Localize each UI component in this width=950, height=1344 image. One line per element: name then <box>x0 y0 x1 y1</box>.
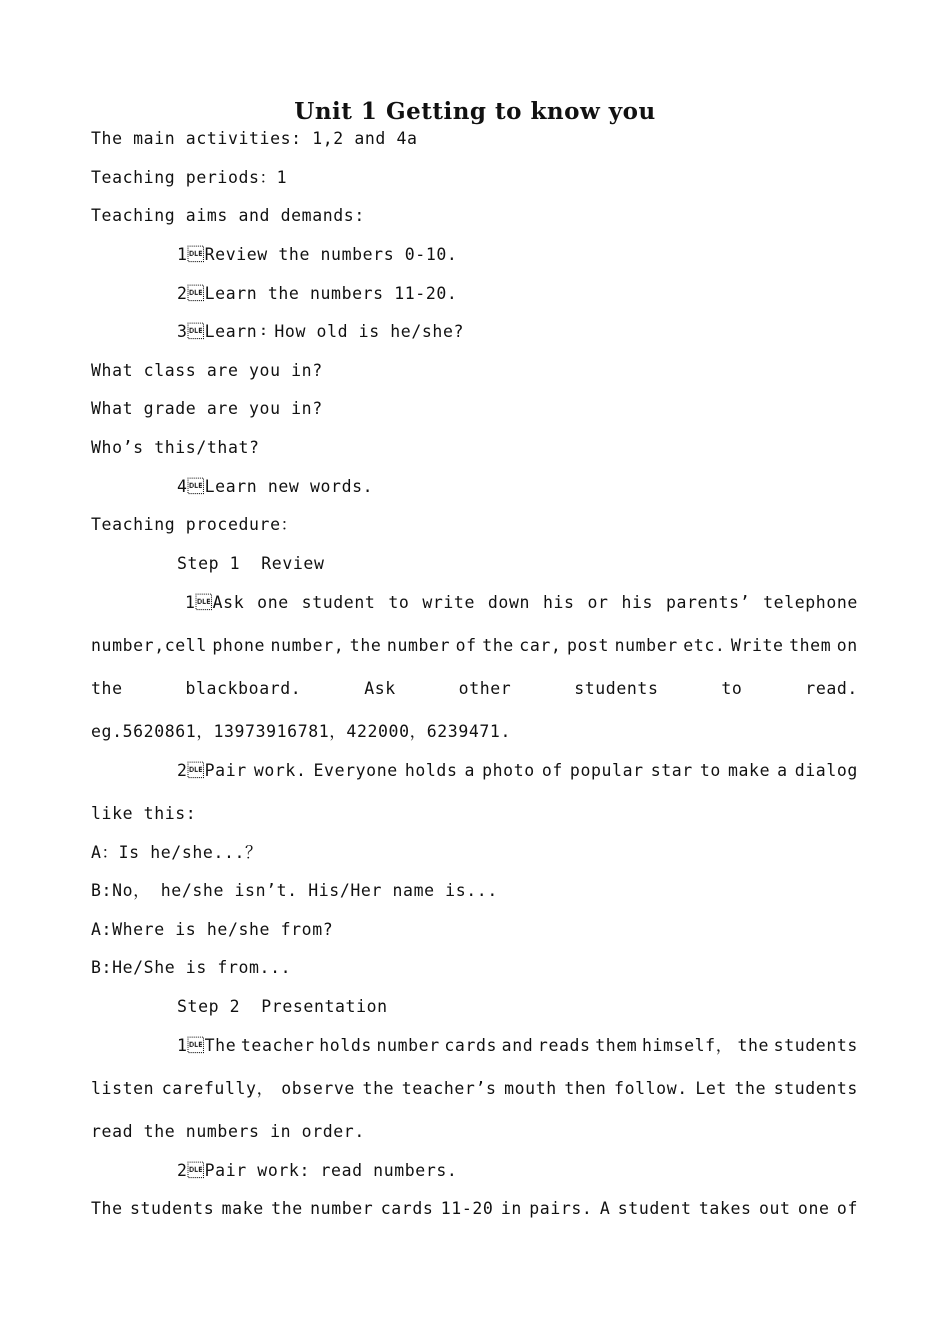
word: car, <box>519 636 562 655</box>
word: read. <box>805 679 858 698</box>
word: teacher <box>240 1036 315 1055</box>
word: them <box>595 1036 638 1055</box>
word: students <box>574 679 659 698</box>
step-2-heading: Step 2 Presentation <box>177 997 388 1016</box>
word: 1Ask <box>185 593 245 612</box>
word: 1The <box>177 1036 237 1055</box>
word: a <box>464 761 476 780</box>
word: mouth <box>504 1079 557 1098</box>
word: telephone <box>763 593 858 612</box>
word: Ask <box>364 679 396 698</box>
step-1-paragraph-2-line-2: like this: <box>91 804 197 823</box>
step-2-paragraph-1-line-2 <box>91 1078 858 1100</box>
teaching-periods-line: Teaching periods：1 <box>91 168 288 187</box>
aims-heading: Teaching aims and demands: <box>91 206 365 225</box>
word: observe <box>281 1079 355 1098</box>
aim-item-2: 2Learn the numbers 11-20. <box>177 284 458 303</box>
word: and <box>501 1036 534 1055</box>
word: 11-20 <box>440 1199 494 1218</box>
word: work. <box>253 761 307 780</box>
step-1-heading: Step 1 Review <box>177 554 325 573</box>
step-2-paragraph-1-line-3: read the numbers in order. <box>91 1122 365 1141</box>
word: his <box>621 593 654 612</box>
dialog-line-2: B:No， he/she isn’t. His/Her name is... <box>91 881 498 900</box>
word: one <box>797 1199 830 1218</box>
word: 2Pair <box>177 761 247 780</box>
word: write <box>422 593 475 612</box>
word: the <box>349 636 382 655</box>
word: number <box>386 636 451 655</box>
word: Let <box>695 1079 727 1098</box>
step-1-paragraph-2-line-1 <box>177 760 858 782</box>
word: down <box>487 593 531 612</box>
word: star <box>650 761 693 780</box>
word: holds <box>319 1036 372 1055</box>
aim-item-1: 1Review the numbers 0-10. <box>177 245 458 264</box>
word: post <box>566 636 610 655</box>
dialog-line-1: A：Is he/she...？ <box>91 843 263 862</box>
word: in <box>500 1199 522 1218</box>
word: phone <box>212 636 266 655</box>
word: students <box>773 1036 858 1055</box>
word: or <box>587 593 609 612</box>
word: a <box>777 761 788 780</box>
word: them <box>789 636 832 655</box>
word: to <box>388 593 410 612</box>
aim-item-3: 3Learn：How old is he/she? <box>177 322 465 341</box>
step-2-paragraph-3-line-1 <box>91 1198 858 1220</box>
word: himself， <box>641 1036 733 1055</box>
main-activities-line: The main activities: 1,2 and 4a <box>91 129 418 148</box>
word: make <box>727 761 771 780</box>
word: make <box>221 1199 264 1218</box>
dialog-line-3: A:Where is he/she from? <box>91 920 334 939</box>
word: students <box>129 1199 215 1218</box>
word: teacher’s <box>401 1079 497 1098</box>
word: blackboard. <box>185 679 302 698</box>
step-2-paragraph-1-line-1 <box>177 1035 858 1057</box>
step-1-paragraph-1-line-4: eg.5620861，13973916781，422000，6239471. <box>91 722 511 741</box>
word: the <box>482 636 514 655</box>
step-2-paragraph-2: 2Pair work: read numbers. <box>177 1161 458 1180</box>
word: cards <box>380 1199 434 1218</box>
word: other <box>458 679 512 698</box>
word: number <box>376 1036 440 1055</box>
step-1-paragraph-1-line-1 <box>185 592 858 614</box>
word: number, <box>270 636 345 655</box>
word: photo <box>482 761 535 780</box>
word: the <box>271 1199 303 1218</box>
word: number <box>310 1199 374 1218</box>
word: popular <box>569 761 644 780</box>
word: pairs. <box>529 1199 593 1218</box>
word: holds <box>404 761 458 780</box>
word: reads <box>537 1036 591 1055</box>
word: dialog <box>794 761 858 780</box>
question-line-1: What class are you in? <box>91 361 323 380</box>
word: The <box>91 1199 123 1218</box>
dialog-line-4: B:He/She is from... <box>91 958 292 977</box>
word: of <box>455 636 477 655</box>
word: cards <box>444 1036 498 1055</box>
word: students <box>773 1079 858 1098</box>
word: the <box>362 1079 395 1098</box>
word: takes <box>698 1199 752 1218</box>
word: listen <box>91 1079 155 1098</box>
word: to <box>721 679 743 698</box>
word: parents’ <box>665 593 751 612</box>
word: student <box>301 593 376 612</box>
word: of <box>541 761 563 780</box>
word: etc. <box>683 636 726 655</box>
word: his <box>542 593 575 612</box>
question-line-2: What grade are you in? <box>91 399 323 418</box>
word: to <box>699 761 721 780</box>
procedure-heading: Teaching procedure： <box>91 515 298 534</box>
word: out <box>758 1199 791 1218</box>
aim-item-4: 4Learn new words. <box>177 477 374 496</box>
word: the <box>737 1036 770 1055</box>
word: of <box>836 1199 858 1218</box>
word: student <box>617 1199 692 1218</box>
document-title: Unit 1 Getting to know you <box>294 98 656 125</box>
word: number,cell <box>91 636 207 655</box>
word: A <box>599 1199 611 1218</box>
word: then <box>564 1079 607 1098</box>
word: the <box>91 679 123 698</box>
word: the <box>734 1079 767 1098</box>
step-1-paragraph-1-line-2 <box>91 635 858 657</box>
word: one <box>257 593 289 612</box>
word: number <box>614 636 678 655</box>
step-1-paragraph-1-line-3 <box>91 678 858 700</box>
word: follow. <box>614 1079 688 1098</box>
word: on <box>836 636 858 655</box>
word: Write <box>730 636 784 655</box>
word: carefully， <box>161 1079 274 1098</box>
question-line-3: Who’s this/that? <box>91 438 260 457</box>
word: Everyone <box>313 761 398 780</box>
